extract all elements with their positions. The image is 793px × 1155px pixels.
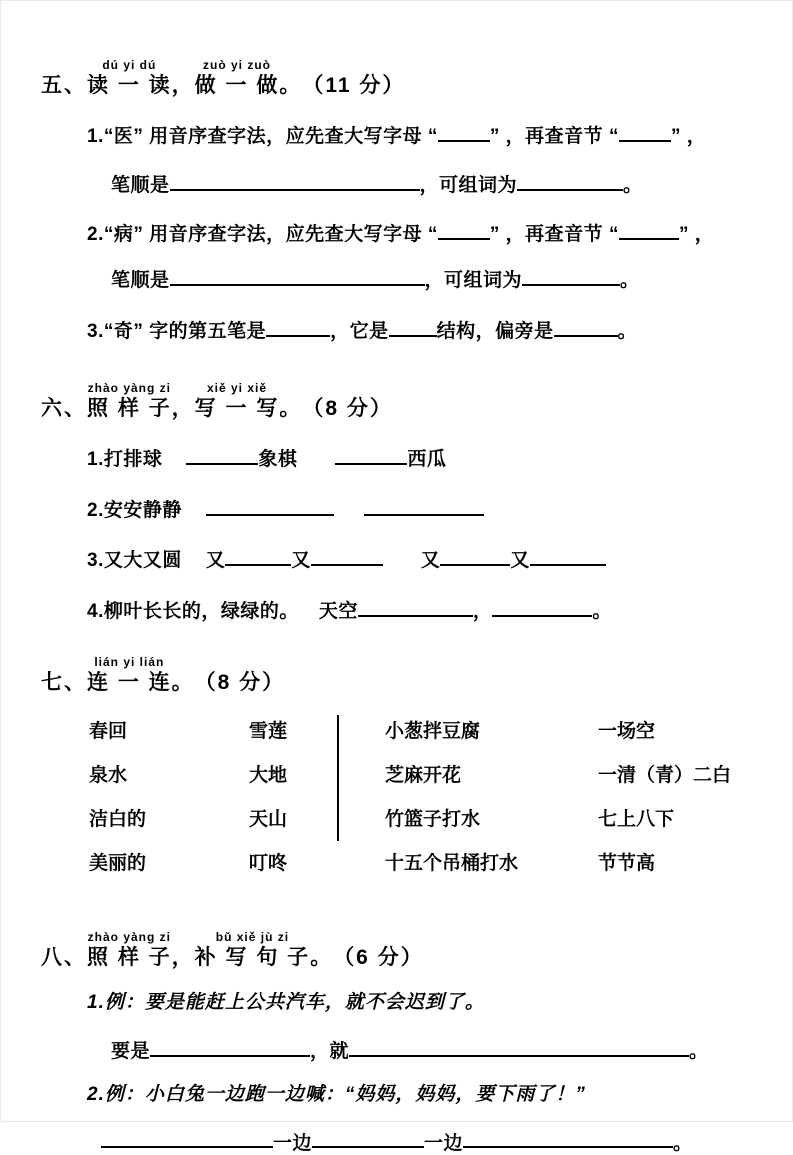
ruby-group (195, 59, 280, 98)
item-text: 。 (592, 601, 612, 622)
pinyin-label: bǔ xiě jù zi (216, 931, 289, 943)
item-text: 天空 (319, 601, 358, 622)
match-row (89, 751, 337, 795)
section-number: 六、 (41, 397, 87, 421)
pinyin-label: xiě yi xiě (207, 382, 267, 394)
item-text: 西瓜 (407, 449, 446, 470)
item-6-3 (87, 544, 792, 573)
match-row (89, 839, 337, 883)
heading-separator: ， (172, 74, 195, 98)
answer-line-1 (111, 1035, 792, 1064)
section-8-heading (41, 931, 792, 970)
section-score: （6 分） (333, 946, 424, 970)
answer-text: 一边 (424, 1132, 463, 1153)
match-item: 节节高 (598, 848, 655, 875)
pinyin-label: zhào yàng zi (88, 382, 171, 394)
question-text: ，可组词为 (420, 175, 518, 196)
pinyin-label: lián yi lián (94, 656, 164, 668)
section-score: （8 分） (195, 671, 286, 695)
answer-text: 要是 (111, 1041, 150, 1062)
heading-separator: 。 (172, 671, 195, 695)
question-text: ” ，再查音节 “ (490, 224, 619, 245)
item-6-2 (87, 494, 792, 523)
ruby-group (87, 931, 172, 970)
match-item: 天山 (249, 804, 337, 831)
question-text: ，可组词为 (425, 270, 523, 291)
match-row (89, 707, 337, 751)
match-item: 洁白的 (89, 804, 249, 831)
question-text: ” ，再查音节 “ (490, 126, 619, 147)
answer-blank (389, 315, 437, 337)
match-row (385, 707, 731, 751)
answer-blank (266, 315, 330, 337)
answer-blank (554, 315, 618, 337)
question-text: 1.“医” 用音序查字法，应先查大写字母 “ (87, 126, 438, 147)
section-score: （11 分） (302, 74, 405, 98)
question-5-2-line-1 (87, 218, 792, 247)
question-text: 3.“奇” 字的第五笔是 (87, 321, 266, 342)
match-item: 叮咚 (249, 848, 337, 875)
item-6-1 (87, 443, 792, 472)
pinyin-label: dú yi dú (102, 59, 156, 71)
heading-text: 连 一 连 (87, 671, 172, 695)
match-row (385, 839, 731, 883)
answer-blank (170, 264, 425, 286)
match-row (385, 795, 731, 839)
matching-left-block (89, 707, 337, 883)
section-7-heading (41, 656, 792, 695)
item-text: 象棋 (258, 449, 297, 470)
ruby-group (87, 59, 172, 98)
section-5-heading (41, 59, 792, 98)
example-sentence-2: 2.例：小白兔一边跑一边喊：“妈妈，妈妈，要下雨了！” (87, 1084, 792, 1107)
matching-right-block (385, 707, 731, 883)
match-item: 小葱拌豆腐 (385, 716, 598, 743)
answer-blank (438, 120, 490, 142)
answer-blank (335, 443, 407, 465)
ruby-group (87, 656, 172, 695)
answer-blank (530, 544, 606, 566)
heading-text: 照 样 子 (87, 946, 172, 970)
match-item: 大地 (249, 760, 337, 787)
question-text: 。 (623, 175, 643, 196)
match-item: 十五个吊桶打水 (385, 848, 598, 875)
answer-blank (150, 1035, 310, 1057)
answer-text: 。 (689, 1041, 709, 1062)
match-item: 春回 (89, 716, 249, 743)
item-6-4 (87, 595, 792, 624)
heading-text: 读 一 读 (87, 74, 172, 98)
match-item: 竹篮子打水 (385, 804, 598, 831)
answer-line-2 (101, 1127, 792, 1155)
answer-blank (312, 1127, 424, 1149)
matching-exercise (89, 707, 792, 883)
question-5-3 (87, 315, 792, 344)
match-row (385, 751, 731, 795)
answer-blank (311, 544, 383, 566)
question-5-1-line-2 (111, 169, 792, 198)
answer-blank (349, 1035, 689, 1057)
match-item: 七上八下 (598, 804, 674, 831)
answer-text: 一边 (273, 1132, 312, 1153)
heading-separator: ， (172, 397, 195, 421)
heading-separator: 。 (310, 946, 333, 970)
question-text: 。 (618, 321, 638, 342)
answer-blank (440, 544, 510, 566)
heading-text: 照 样 子 (87, 397, 172, 421)
answer-blank (358, 595, 473, 617)
section-number: 七、 (41, 671, 87, 695)
item-text: 又 (510, 550, 530, 571)
pinyin-label: zuò yi zuò (203, 59, 271, 71)
question-text: 笔顺是 (111, 175, 170, 196)
answer-blank (170, 169, 420, 191)
question-text: 笔顺是 (111, 270, 170, 291)
answer-blank (186, 443, 258, 465)
question-text: 结构，偏旁是 (437, 321, 554, 342)
match-item: 芝麻开花 (385, 760, 598, 787)
match-item: 一清（青）二白 (598, 760, 731, 787)
question-text: 。 (620, 270, 640, 291)
ruby-group (87, 382, 172, 421)
match-item: 泉水 (89, 760, 249, 787)
answer-blank (619, 120, 671, 142)
answer-blank (463, 1127, 673, 1149)
match-item: 雪莲 (249, 716, 337, 743)
question-text: 2.“病” 用音序查字法，应先查大写字母 “ (87, 224, 438, 245)
item-text: 又 (421, 550, 441, 571)
item-text: 3.又大又圆 (87, 550, 182, 571)
divider-line (337, 715, 339, 841)
section-score: （8 分） (302, 397, 393, 421)
question-text: ，它是 (330, 321, 389, 342)
answer-text: 。 (673, 1132, 693, 1153)
answer-blank (225, 544, 291, 566)
heading-separator: ， (172, 946, 195, 970)
item-text: 又 (206, 550, 226, 571)
answer-blank (619, 218, 679, 240)
answer-blank (438, 218, 490, 240)
pinyin-label: zhào yàng zi (88, 931, 171, 943)
answer-blank (517, 169, 623, 191)
section-number: 五、 (41, 74, 87, 98)
item-text: 4.柳叶长长的，绿绿的。 (87, 601, 299, 622)
heading-separator: 。 (279, 397, 302, 421)
answer-text: ，就 (310, 1041, 349, 1062)
question-5-1-line-1 (87, 120, 792, 149)
heading-text: 补 写 句 子 (195, 946, 311, 970)
item-text: ， (473, 601, 493, 622)
answer-blank (101, 1127, 273, 1149)
match-row (89, 795, 337, 839)
answer-blank (206, 494, 334, 516)
answer-blank (364, 494, 484, 516)
match-item: 一场空 (598, 716, 655, 743)
match-item: 美丽的 (89, 848, 249, 875)
section-number: 八、 (41, 946, 87, 970)
item-text: 1.打排球 (87, 449, 162, 470)
section-6-heading (41, 382, 792, 421)
answer-blank (492, 595, 592, 617)
question-text: ” ， (671, 126, 706, 147)
item-text: 又 (291, 550, 311, 571)
heading-separator: 。 (279, 74, 302, 98)
question-5-2-line-2 (111, 264, 792, 293)
answer-blank (522, 264, 620, 286)
question-text: ” ， (679, 224, 714, 245)
item-text: 2.安安静静 (87, 500, 182, 521)
ruby-group (195, 382, 280, 421)
example-sentence-1: 1.例：要是能赶上公共汽车，就不会迟到了。 (87, 992, 792, 1015)
heading-text: 写 一 写 (195, 397, 280, 421)
ruby-group (195, 931, 311, 970)
heading-text: 做 一 做 (195, 74, 280, 98)
